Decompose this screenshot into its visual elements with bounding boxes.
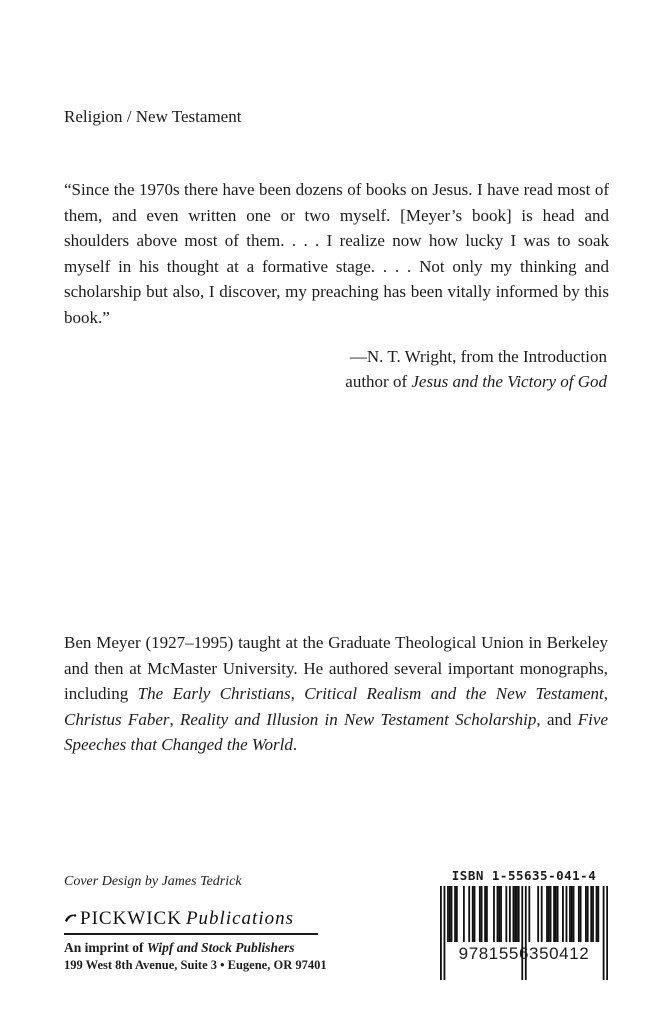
barcode-bar (521, 886, 523, 980)
bio-paragraph (64, 630, 608, 758)
pickwick-logo-icon (64, 912, 78, 924)
book-title: Christus Faber (64, 709, 170, 729)
quote-attribution (207, 344, 607, 394)
book-title: Reality and Illusion in New Testament Scholarship (180, 709, 537, 729)
barcode-bar (592, 886, 594, 942)
barcode-bar (468, 886, 470, 942)
quote-text: “Since the 1970s there have been dozens of books on Jesus. I have read most of them, and even written one or two myself. [Meyer’s book] is head and shoulders above most of them. . . . I realize now how lucky I was to soak myself in his thought at a formative stage. . . . Not only my thinking and scholarship but also, I discover, my preaching has been vitally informed by this book.” (64, 180, 609, 327)
book-title: The Early Christians (137, 684, 291, 704)
barcode-bar (456, 886, 458, 942)
barcode-bar (486, 886, 488, 942)
imprint-line (64, 939, 364, 957)
barcode-bar (541, 886, 543, 942)
barcode-bar (509, 886, 511, 942)
barcode-bar (569, 886, 571, 942)
barcode (440, 886, 608, 980)
barcode-bar (513, 886, 515, 942)
barcode-bar (573, 886, 575, 942)
barcode-bar (590, 886, 592, 942)
barcode-bar (606, 886, 608, 980)
barcode-bar (498, 886, 500, 942)
barcode-bar (578, 886, 580, 942)
author-name: Ben Meyer (64, 633, 141, 652)
barcode-bar (557, 886, 559, 942)
barcode-bar (481, 886, 483, 942)
bio-text: (1927–1995) taught at the Graduate Theological Union in Berkeley and then at McMaster University. He authored several important monographs, including (64, 633, 608, 704)
barcode-digits: 9781556350412 (458, 944, 590, 963)
barcode-bar (497, 886, 499, 942)
barcode-bar (562, 886, 564, 942)
barcode-bar (505, 886, 507, 942)
barcode-bar (454, 886, 456, 942)
publisher-logo (64, 908, 364, 930)
attribution-book-title: Jesus and the Victory of God (411, 372, 607, 391)
imprint-prefix: An imprint of (64, 940, 147, 955)
barcode-bar (555, 886, 557, 942)
barcode-bar (580, 886, 582, 942)
barcode-bar (500, 886, 502, 942)
barcode-bar (514, 886, 516, 942)
publisher-name: PICKWICK (80, 908, 182, 929)
subject-category: Religion / New Testament (64, 107, 242, 126)
barcode-bar (587, 886, 589, 942)
barcode-bar (537, 886, 539, 942)
barcode-bar (548, 886, 550, 942)
barcode-bar (474, 886, 476, 942)
barcode-bar (493, 886, 495, 942)
barcode-bar (484, 886, 486, 942)
barcode-bar (479, 886, 481, 942)
barcode-bar (585, 886, 587, 942)
endorsement-quote (64, 177, 609, 331)
imprint-name: Wipf and Stock Publishers (146, 940, 295, 955)
barcode-bar (472, 886, 474, 942)
barcode-bar (553, 886, 555, 942)
barcode-bar (444, 886, 446, 980)
cover-design-credit: Cover Design by James Tedrick (64, 874, 242, 889)
barcode-bar (440, 886, 442, 980)
barcode-bar (516, 886, 518, 942)
barcode-bar (525, 886, 527, 980)
publisher-divider (64, 933, 318, 935)
barcode-bar (546, 886, 548, 942)
barcode-bar (528, 886, 530, 942)
barcode-bar (518, 886, 520, 942)
barcode-bar (447, 886, 449, 942)
bio-end: . (292, 735, 298, 755)
barcode-bar (550, 886, 552, 942)
barcode-bar (566, 886, 568, 942)
barcode-bar (597, 886, 599, 942)
bio-separator: , (169, 709, 181, 729)
attribution-prefix: author of (345, 372, 412, 391)
bio-separator: , (290, 684, 305, 704)
attribution-author-line (207, 369, 607, 394)
barcode-bar (449, 886, 451, 942)
book-title: Critical Realism and the New Testament (304, 684, 604, 704)
barcode-bar (463, 886, 465, 942)
attribution-source: —N. T. Wright, from the Introduction (349, 347, 607, 366)
book-title: Five Speeches that Changed the World (64, 709, 608, 755)
isbn-label: ISBN 1-55635-041-4 (451, 868, 597, 883)
bio-separator: , (603, 684, 609, 704)
publisher-name-suffix: Publications (185, 908, 295, 929)
publisher-block (64, 908, 364, 974)
publisher-address: 199 West 8th Avenue, Suite 3 • Eugene, OR 97401 (64, 958, 327, 972)
author-bio (64, 630, 608, 758)
barcode-bar (596, 886, 598, 942)
barcode-bar (603, 886, 605, 980)
barcode-bar (451, 886, 453, 942)
bio-separator: , and (536, 709, 578, 729)
barcode-bar (571, 886, 573, 942)
